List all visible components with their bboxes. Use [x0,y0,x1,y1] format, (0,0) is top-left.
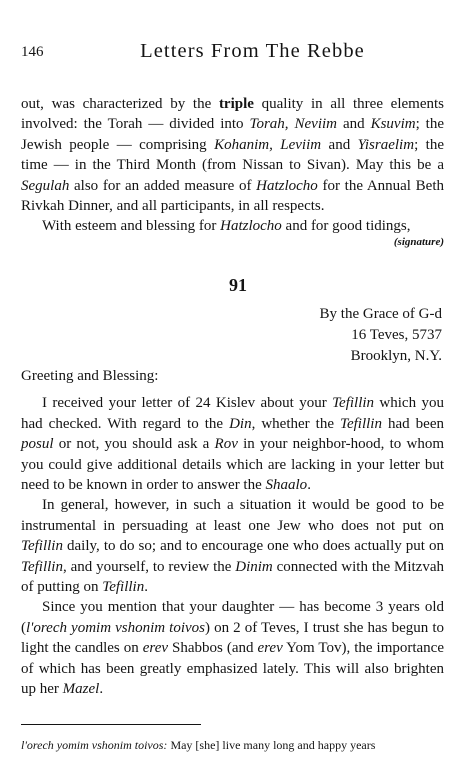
footnote-rule [21,724,201,725]
footnote [21,738,444,753]
paragraph-encouragement: In general, however, in such a situation it would be good to be instrumental in persuading at least one Jew who does not put on Tefillin daily, to do so; and to encourage one who does actually put on Tefillin, and yourself, to review the Dinim connected with the Mitzvah of putting on Tefillin. [21,497,444,596]
running-title: Letters From The Rebbe [140,40,365,62]
letter-number: 91 [229,275,247,295]
dateline-date: 16 Teves, 5737 [351,327,442,343]
paragraph-daughter: Since you mention that your daughter — has become 3 years old (l'orech yomim vshonim toivos) on 2 of Teves, I trust she has begun to light the candles on erev Shabbos (and erev Yom Tov), the importance of which has been greatly emphasized lately. This will also brighten up her Mazel. [21,599,444,698]
footnote-gloss: May [she] live many long and happy years [167,738,376,752]
greeting: Greeting and Blessing: [21,368,159,384]
letter-body [21,366,444,700]
footnote-term: l'orech yomim vshonim toivos: [21,738,168,752]
continued-paragraph: out, was characterized by the triple quality in all three elements involved: the Torah — divided into Torah, Neviim and Ksuvim; the Jewish people — comprising Kohanim, Leviim and Yisraelim; the time — in the Third Month (from Nissan to Sivan). May this be a Segulah also for an added measure of Hatzlocho for the Annual Beth Rivkah Dinner, and all participants, in all respects. [21,96,445,215]
dateline [320,304,442,367]
dateline-grace: By the Grace of G-d [319,306,442,322]
dateline-place: Brooklyn, N.Y. [350,348,442,364]
closing-line: With esteem and blessing for Hatzlocho and for good tidings, [42,218,411,235]
running-header [21,40,444,70]
page-number: 146 [21,44,44,60]
continued-letter [21,94,444,249]
signature-note: (signature) [393,235,444,248]
paragraph-tefillin-check: I received your letter of 24 Kislev about your Tefillin which you had checked. With regard to the Din, whether the Tefillin had been posul or not, you should ask a Rov in your neighbor-hood, to whom you could give additional details which are lacking in your letter but need to be known in order to answer the Shaalo. [21,395,444,494]
